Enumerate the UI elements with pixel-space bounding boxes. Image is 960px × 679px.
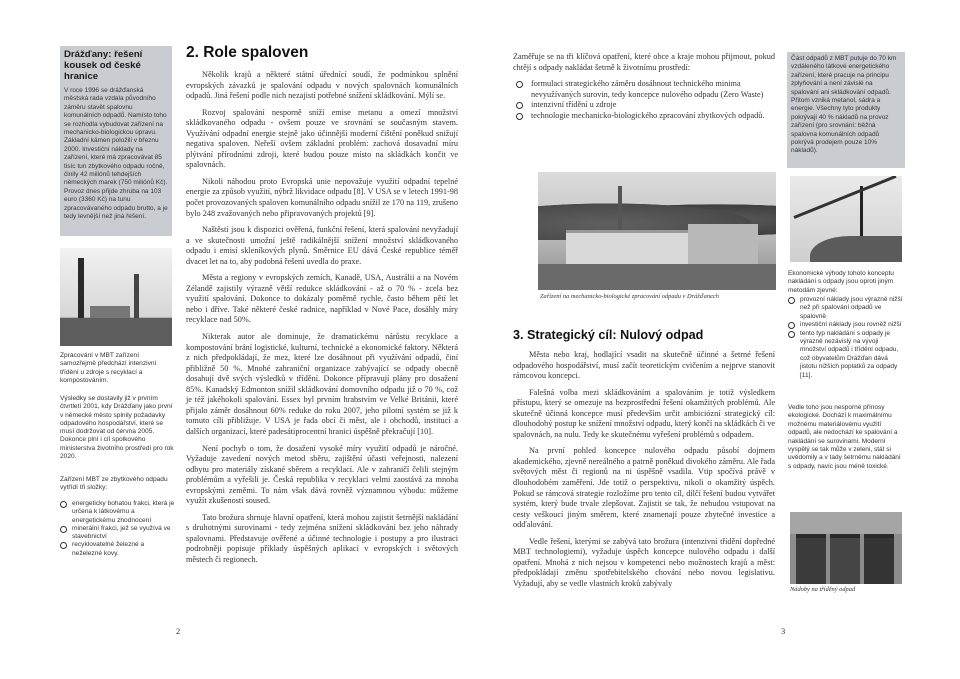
sidebar-box-title: Drážďany: řešení kousek od české hranice xyxy=(64,49,143,82)
paragraph: Vedle řešení, kterými se zabývá tato brožura (intenzivní třídění dopředné MBT technologiemi), vyžaduje úspěch koncepce nulového odpadu i další opatření. Mnohá z nich nejsou v kompetenci nebo možnostech krajů a měst: předpokládají změnu spotřebitelského chování nebo novou legislativu. Vyžadují, aby se vedle vlastních kroků zabývaly xyxy=(513,536,775,588)
ring-bullet-icon xyxy=(60,542,67,549)
economic-benefits-intro: Ekonomické výhody tohoto konceptu nakládání s odpady jsou oproti jiným metodám zjevné: xyxy=(788,270,894,294)
paragraph: Města nebo kraj, hodlající vsadit na skutečně účinné a šetrné řešení odpadového hospodářství, musí začít teoretickým cvičením a nejprve stanovit rámcovou koncepci. xyxy=(513,350,775,381)
waste-crane-photo xyxy=(790,176,902,262)
sidebar-list-intro: Zařízení MBT ze zbytkového odpadu vytřídí tři složky: xyxy=(60,476,168,492)
gasification-sidebar-box xyxy=(787,52,905,168)
key-measures-list xyxy=(513,79,775,121)
list-item: investiční náklady jsou rovněž nižší xyxy=(788,321,904,329)
sidebar-paragraph: Výsledky se dostavily již v prvním čtvrtletí 2001, kdy Drážďany jako první v německé město splnily požadavky odpadového hospodářství, které se musí dodržovat od června 2005. Dokonce plní i cíl spolkového ministerstva životního prostředí pro rok 2020. xyxy=(60,395,174,461)
ring-bullet-icon xyxy=(516,113,523,120)
photo-caption: Zařízení na mechanicko-biologické zpracování odpadu v Drážďanech xyxy=(540,293,719,300)
ecological-benefits-paragraph: Vedle toho jsou nesporné přínosy ekologické. Dochází k maximálnímu možnému materiálovému využití odpadů, ale nedochází ke spalování a nakládání se surovinami. Moderní vyspělý se tak může v zeleni, stát si uvědomily a v tady šetrněmu nakládání s odpady, navíc jsou méně toxické. xyxy=(788,404,901,470)
list-item: intenzivní třídění u zdroje xyxy=(513,100,775,111)
dresden-sidebar-box xyxy=(60,46,172,236)
ring-bullet-icon xyxy=(788,322,795,329)
sidebar-caption: Zpracování v MBT zařízení samozřejmě předchází intenzivní třídění u zdroje s recyklací a kompostováním. xyxy=(60,352,157,384)
paragraph: Města a regiony v evropských zemích, Kanadě, USA, Austrálii a na Novém Zélandě zajistily výrazně větší redukce skládkování - až o 70 % - zcela bez využití spalování. Dokonce to dokázaly poměrně rychle, často během pětí let nebo i dříve. Také některé české radnice, například v Nové Pace, dosáhly míry recyklace nad 50%. xyxy=(186,273,458,325)
ring-bullet-icon xyxy=(788,331,795,338)
paragraph: Tato brožura shrnuje hlavní opatření, která mohou zajistit šetrnější nakládání s druhotnými surovinami - tedy zejména snížení skládkování bez jeho náhrady spalovnami. Představuje ověřené a účinné technologie i postupy a pro ilustraci podrobněji popisuje příklady úspěšných aplikací v evropských i světových městech či regionech. xyxy=(186,512,458,564)
list-item: recyklovatelné železné a neželezné kovy. xyxy=(60,541,176,558)
paragraph: Několik krajů a některé státní úřednící soudí, že podmínkou splnění evropských závazků je spalování odpadu v nových spalovnách komunálních odpadů. Jiná řešení podle nich nezajistí potřebné snížení skládkování. Mýlí se. xyxy=(186,70,458,101)
list-item: provozní náklady jsou výrazně nižší než při spalování odpadů ve spalovně xyxy=(788,296,904,321)
page-number-right: 3 xyxy=(781,626,786,636)
ring-bullet-icon xyxy=(516,102,523,109)
paragraph: Naštěstí jsou k dispozici ověřená, funkční řešení, která spalování nevyžadují a ve skutečnosti umožní ještě radikálnější snížení množství skládkovaného odpadu i emisí skleníkových plynů. Směrnice EU dává České republice téměř dvacet let na to, aby podobná řešení uvedla do praxe. xyxy=(186,225,458,266)
ring-bullet-icon xyxy=(60,526,67,533)
page3-body-text xyxy=(513,350,775,595)
section-heading-role-of-incinerators: 2. Role spaloven xyxy=(186,44,309,61)
list-item: tento typ nakládání s odpady je výrazně nezávislý na vývoji množství odpadů i třídění odpadu, což obyvatelům Drážďan dává jistotu nižších poplatků za odpady [11]. xyxy=(788,330,904,380)
ring-bullet-icon xyxy=(788,297,795,304)
bins-caption: Nádoby na tříděný odpad xyxy=(790,586,856,593)
economic-benefits-list xyxy=(788,296,904,380)
paragraph: Nikoli náhodou proto Evropská unie nepovažuje využití odpadní tepelné energie za způsob využití, nýbrž likvidace odpadu [8]. V USA se v letech 1991-98 počet provozovaných spaloven komunálního odpadu snížil ze 170 na 119, zrušeno bylo 248 zvažovaných nebo připravovaných projektů [9]. xyxy=(186,176,458,218)
list-item: energeticky bohatou frakci, která je určena k látkovému a energetickému zhodnocení xyxy=(60,500,176,525)
paragraph: Nikterak autor ale dominuje, že dramatickému nárůstu recyklace a kompostování brání logistické, kulturní, technické a ekonomické faktory. Některá z nich předpokládají, že mez, které lze dosáhnout při využívání odpadů, činí přibližně 50 %. Mnohé zahraniční organizace zabývající se odpady obecně dosahují dvě svých výsledků v třídění. Dokonce přípravují plány pro dosažení 85%. Kanadský Edmonton snížil skládkování domovního odpadu již o 70 %, což je též jakéhokoli spalování. Essex byl prvním hrabstvím ve Velké Británii, které přijalo záměr dosáhnout 60% reduke do roku 2007, jeho pilotní systém se již k tomuto cíli přibližuje. V USA je řada obcí či měst, ale i obchodů, institucí a dalších organizací, které padesátiprocentní hranici úspěšně překračují [10]. xyxy=(186,332,458,436)
ring-bullet-icon xyxy=(516,81,523,88)
list-item: formulaci strategického záměru dosáhnout technického minima nevyužívaných surovin, tedy koncepce nulového odpadu (Zero Waste) xyxy=(513,79,775,100)
sidebar-list xyxy=(60,500,176,558)
section-heading-strategic-goal: 3. Strategický cíl: Nulový odpad xyxy=(513,328,704,342)
list-item: minerální frakci, jež se využívá ve stavebnictví xyxy=(60,525,176,542)
dresden-mbt-photo xyxy=(538,172,776,290)
paragraph: Není pochyb o tom, že dosažení vysoké míry využití odpadů je náročné. Vyžaduje zavedení nových metod sběru, zajištění účasti veřejnosti, nalezení odbytu pro materiály získané sběrem a recyklací. Ale v zahraničí čelili stejným problémům a vyřešili je. Česká republika v recyklaci velmi zaostává za mnoha evropskými zeměmi. To nám však dává rovněž významnou výhodu: můžeme využít zkušeností soused. xyxy=(186,443,458,506)
ring-bullet-icon xyxy=(60,501,67,508)
paragraph: Falešná volba mezi skládkováním a spalováním je totiž výsledkem přístupu, který se omezuje na bezprostřední řešení okamžitých problémů. Ale skutečně účinná koncepce musí především určit ambiciózní strategický cíl: dlouhodobý postup ke snížení množství odpadu, který končí na skládkách či ve spalovnách, na nulu. Tedy ke skutečnému vyřešení problémů s odpadem. xyxy=(513,387,775,439)
list-item: technologie mechanicko-biologického zpracování zbytkových odpadů. xyxy=(513,111,775,122)
sorting-bins-photo xyxy=(790,512,902,584)
sidebar-box-body: Část odpadů z MBT putuje do 70 km vzdáleného látkové energetického zařízení, které pracuje na principu zplyňování a není závislé na spalování ani skládkování odpadů. Přitom vzniká metanol, sádra a energie. Všechny tyto produkty pokrývají 40 % nákladů na provoz zařízení (pro srovnání: běžná spalovna komunálních odpadů pokrývá prodejem pouze 10% nákladů). xyxy=(791,55,897,155)
mbt-plant-photo xyxy=(60,248,172,346)
paragraph: Na první pohled koncepce nulového odpadu působí dojmem akademického, zjevně nereálného a patrně poněkud divokého záměru. Ale řada světových měst či regionů na ni úspěšně vsadila. Vtip spočívá právě v dlouhodobém zaměření. Jde totiž o perspektivu, nikoli o okamžitý úspěch. Pokud se rámcová strategie rozložíme pro tento cíl, dílčí řešení budou vytvářet systém, který bude trvale zlepšovat. Zajistit se tak, že nebudou vstupovat na cesty veškoucí jiným směrem, které znamenají pouze zbytečné investice a odďalování. xyxy=(513,446,775,530)
paragraph: Zaměřuje se na tři klíčová opatření, které obce a kraje mohou přijmout, pokud chtějí s odpady nakládat šetrně k životnímu prostředí: xyxy=(513,52,775,72)
page2-body-text xyxy=(186,70,458,572)
page3-intro-block xyxy=(513,52,775,127)
paragraph: Rozvoj spalování nesporně sníží emise metanu a omezí množství skládkovaného odpadu - ovšem pouze ve srovnání se současným stavem. Využívání odpadní energie stejně jako účinnější moderní čištění poněkud snižují negativa spaloven. Neřeší ovšem základní problém: zachová dosavadní míru plýtvání přírodními zdroji, které budou pouze místo na skládkách končit ve spalovnách. xyxy=(186,107,458,170)
sidebar-box-body: V roce 1996 se drážďanská městská rada vzdala původního záměru stavět spalovnu komunálních odpadů. Namísto toho se rozhodla vybudovat zařízení na mechanicko-biologickou úpravu. Základní kámen položili v březnu 2000. Investiční náklady na zařízení, které má zpracovávat 85 tisíc tun zbytkového odpadu ročně, činily 42 miliónů tehdejších německých marek (750 miliónů Kč). Provoz dnes přijde zhruba na 103 euro (3360 Kč) na tunu zpracovávaného odpadu brutto, a je tedy levnější než jiná řešení. xyxy=(64,87,168,221)
page-number-left: 2 xyxy=(176,626,181,636)
